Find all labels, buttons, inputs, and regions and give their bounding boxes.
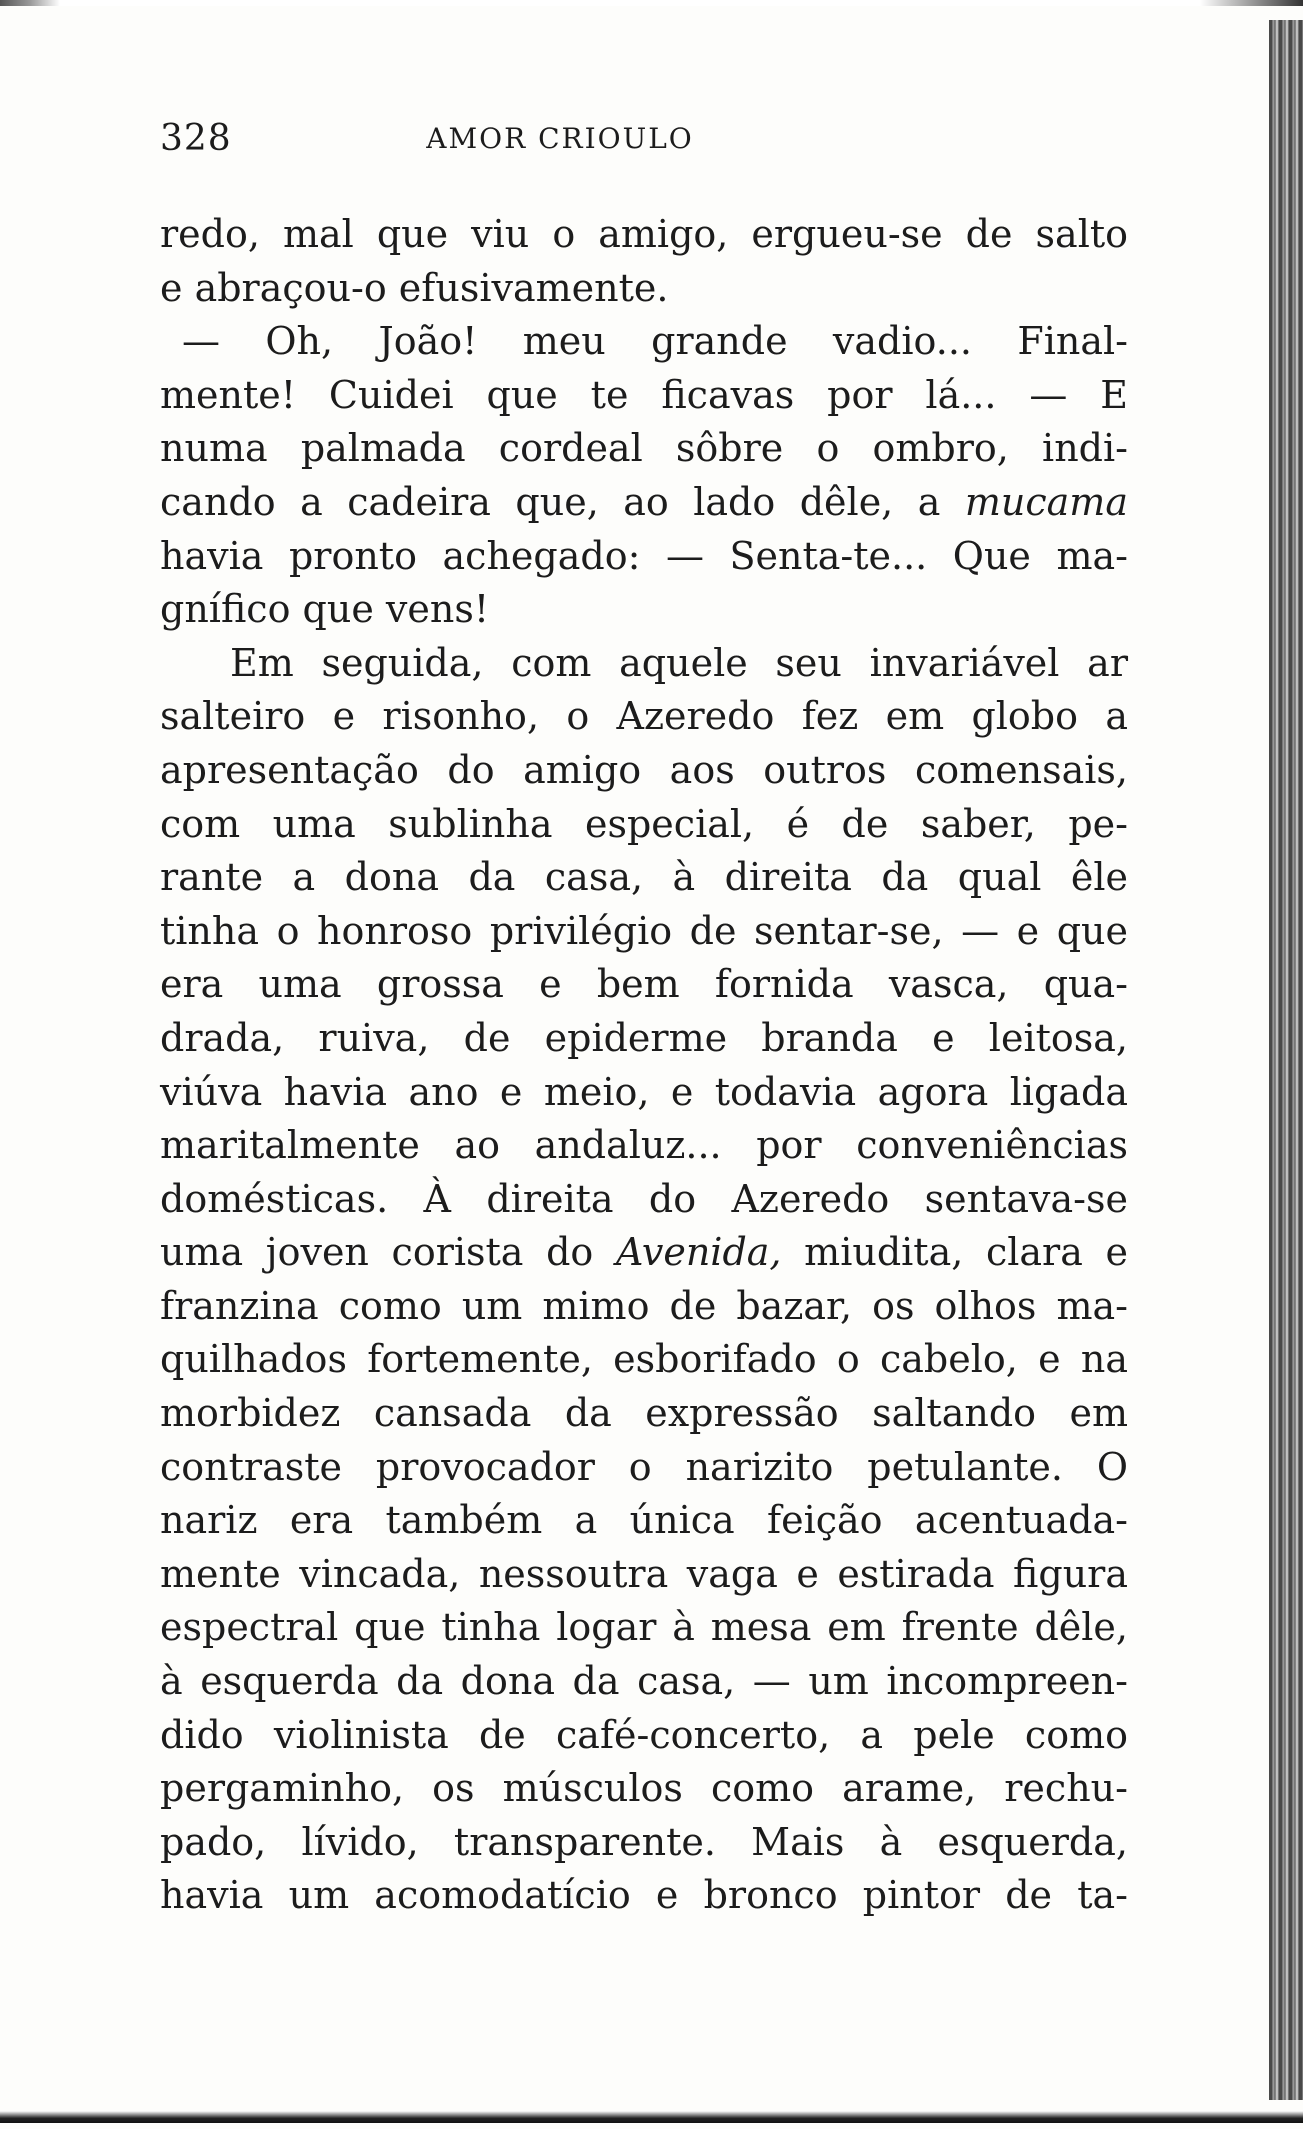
text-line: contraste provocador o narizito petulante. O <box>160 1444 1128 1489</box>
text-line: viúva havia ano e meio, e todavia agora ligada <box>160 1069 1128 1114</box>
scan-bottom-edge <box>0 2111 1303 2123</box>
text-line: rante a dona da casa, à direita da qual êle <box>160 855 1128 900</box>
text-line: numa palmada cordeal sôbre o ombro, indi- <box>160 426 1128 471</box>
text-line: — Oh, João! meu grande vadio... Final- <box>182 319 1128 364</box>
text-line: era uma grossa e bem fornida vasca, qua- <box>160 962 1128 1007</box>
page-number: 328 <box>160 118 232 159</box>
text-line: Em seguida, com aquele seu invariável ar <box>230 640 1128 685</box>
book-page-edge <box>1269 20 1303 2100</box>
text-line: tinha o honroso privilégio de sentar-se, — e que <box>160 908 1128 953</box>
text-line: com uma sublinha especial, é de saber, pe- <box>160 801 1128 846</box>
italic-term: mucama <box>964 479 1128 524</box>
text-line: dido violinista de café-concerto, a pele como <box>160 1712 1128 1757</box>
text-line: espectral que tinha logar à mesa em frente dêle, <box>160 1605 1128 1650</box>
text-line: apresentação do amigo aos outros comensais, <box>160 747 1128 792</box>
text-line: salteiro e risonho, o Azeredo fez em globo a <box>160 694 1128 739</box>
text-line: pergaminho, os músculos como arame, rechu- <box>160 1766 1128 1811</box>
text-line: havia um acomodatício e bronco pintor de ta- <box>160 1873 1128 1918</box>
text-line: mente vincada, nessoutra vaga e estirada figura <box>160 1551 1128 1596</box>
text-line: pado, lívido, transparente. Mais à esquerda, <box>160 1819 1128 1864</box>
text-line: e abraçou-o efusivamente. <box>160 265 669 310</box>
scan-top-edge <box>0 0 1303 6</box>
text-line: à esquerda da dona da casa, — um incompreen- <box>160 1659 1128 1704</box>
text-line-segment: miudita, clara e <box>781 1230 1129 1275</box>
text-line: redo, mal que viu o amigo, ergueu-se de salto <box>160 212 1128 256</box>
text-line: franzina como um mimo de bazar, os olhos ma- <box>160 1283 1128 1328</box>
text-line: gnífico que vens! <box>160 587 490 632</box>
text-line: nariz era também a única feição acentuada- <box>160 1498 1128 1543</box>
text-line <box>160 476 1128 530</box>
text-line: morbidez cansada da expressão saltando em <box>160 1391 1128 1436</box>
text-line: drada, ruiva, de epiderme branda e leitosa, <box>160 1015 1128 1060</box>
text-line: maritalmente ao andaluz... por conveniências <box>160 1123 1128 1168</box>
text-line: domésticas. À direita do Azeredo sentava-se <box>160 1176 1128 1221</box>
text-line <box>160 1226 1128 1280</box>
running-title: AMOR CRIOULO <box>426 122 694 155</box>
text-line: mente! Cuidei que te ficavas por lá... — E <box>160 372 1128 417</box>
text-line-segment: cando a cadeira que, ao lado dêle, a <box>160 479 965 524</box>
page-header <box>160 118 1130 168</box>
text-line: quilhados fortemente, esborifado o cabelo, e na <box>160 1337 1128 1382</box>
text-line-segment: uma joven corista do <box>160 1230 616 1275</box>
italic-term: Avenida, <box>615 1230 782 1275</box>
text-line: havia pronto achegado: — Senta-te... Que ma- <box>160 533 1128 578</box>
body-text <box>160 208 1128 1923</box>
